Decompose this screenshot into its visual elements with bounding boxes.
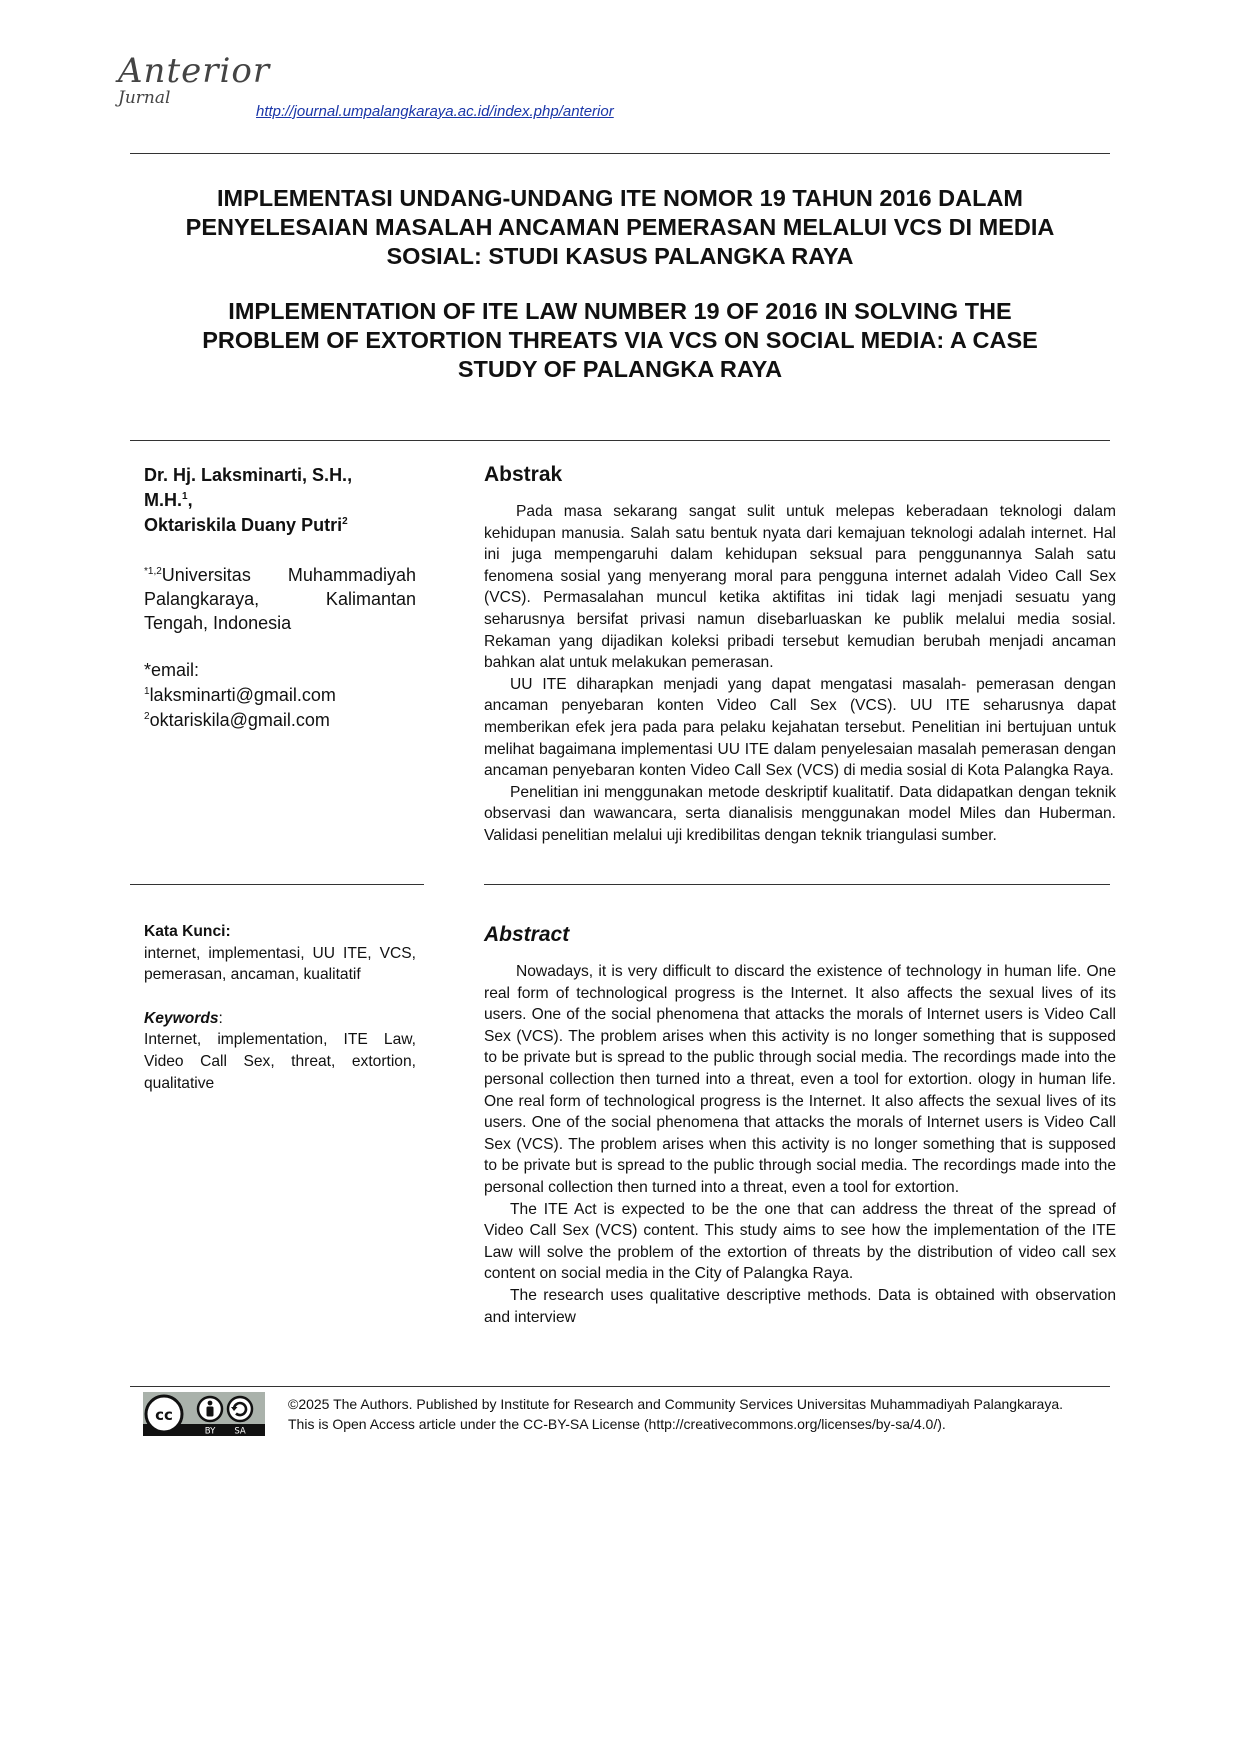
author-1-degree: M.H.$^1$, (144, 490, 193, 510)
abstrak-heading: Abstrak (484, 463, 563, 486)
title-en-line-1: IMPLEMENTATION OF ITE LAW NUMBER 19 OF 2016 IN SOLVING THE (228, 298, 1012, 324)
sa-label: SA (234, 1426, 246, 1436)
abstrak-paragraph-2: UU ITE diharapkan menjadi yang dapat mengatasi masalah- pemerasan dengan ancaman penyebaran konten Video Call Sex (VCS). UU ITE seharusnya dapat memberikan efek jera pada para pelaku kejahatan tersebut. Penelitian ini bertujuan untuk melihat bagaimana implementasi UU ITE dalam penyelesaian masalah pemerasan dengan ancaman penyebaran konten Video Call Sex (VCS) di media sosial di Kota Palangka Raya. (484, 675, 1116, 780)
kata-kunci-label: Kata Kunci: (144, 923, 231, 940)
abstrak-body (484, 501, 1116, 847)
abstrak-paragraph-1: Pada masa sekarang sangat sulit untuk melepas keberadaan teknologi dalam kehidupan manusia. Salah satu bentuk nyata dari kemajuan teknologi adalah internet. Hal ini juga mempengaruhi dalam kehidupan seksual para penggunannya Salah satu fenomena sosial yang menyerang moral para pengguna internet adalah Video Call Sex (VCS). Permasalahan muncul ketika aktifitas ini tidak lagi menjadi sesuatu yang seharusnya bersifat privasi namun disebarluaskan ke publik melalui media sosial. Rekaman yang dijadikan koleksi pribadi tersebut kemudian berubah menjadi ancaman bahkan alat untuk melakukan pemerasan. (484, 503, 1116, 672)
keywords-text: Internet, implementation, ITE Law, Video Call Sex, threat, extortion, qualitative (144, 1031, 416, 1092)
author-1-name: Dr. Hj. Laksminarti, S.H., (144, 465, 353, 485)
email-block (144, 658, 416, 733)
email-2[interactable]: $^2$oktariskila@gmail.com (144, 710, 330, 730)
abstract-paragraph-3: The research uses qualitative descriptive methods. Data is obtained with observation and interview (484, 1286, 1116, 1326)
title-en-line-3: STUDY OF PALANGKA RAYA (457, 356, 783, 382)
kata-kunci-text: internet, implementasi, UU ITE, VCS, pemerasan, ancaman, kualitatif (144, 944, 416, 984)
author-2-name: Oktariskila Duany Putri$^2$ (144, 515, 348, 535)
title-english (130, 297, 1110, 384)
header-divider (130, 153, 1110, 154)
abstract-section (484, 923, 1116, 1328)
journal-logo (118, 52, 270, 108)
email-label: *email: (144, 660, 200, 680)
abstract-paragraph-1: Nowadays, it is very difficult to discard the existence of technology in human life. One real form of technological progress is the Internet. It also affects the sexual lives of its users. One of the social phenomena that attacks the morals of Internet users is Video Call Sex (VCS). The problem arises when this activity is no longer something that is supposed to be private but is spread to the public through social media. The recordings made into the personal collection then turned into a threat, even a tool for extortion. ology in human life. One real form of technological progress is the Internet. It also affects the sexual lives of its users. One of the social phenomena that attacks the morals of Internet users is Video Call Sex (VCS). The problem arises when this activity is no longer something that is supposed to be private but is spread to the public through social media. The recordings made into the personal collection then turned into a threat, even a tool for extortion. (484, 963, 1116, 1196)
logo-title: Anterior (118, 51, 271, 91)
by-label: BY (204, 1426, 216, 1436)
cc-by-sa-badge[interactable] (143, 1392, 265, 1436)
cc-icon (146, 1396, 182, 1432)
keywords-label: Keywords: (144, 1009, 223, 1027)
affiliation: $^{*1,2}$Universitas Muhammadiyah Palangkaraya, Kalimantan Tengah, Indonesia (144, 565, 416, 633)
author-list (144, 463, 416, 538)
abstrak-section (484, 463, 1116, 847)
logo-subtitle: Jurnal (118, 88, 171, 108)
abstract-heading: Abstract (484, 923, 570, 946)
license-line: This is Open Access article under the CC-BY-SA License (http://creativecommons.org/licenses/by-sa/4.0/). (288, 1416, 946, 1432)
title-en-line-2: PROBLEM OF EXTORTION THREATS VIA VCS ON SOCIAL MEDIA: A CASE (202, 327, 1038, 353)
abstract-body (484, 961, 1116, 1328)
title-divider (130, 440, 1110, 441)
abstract-paragraph-2: The ITE Act is expected to be the one that can address the threat of the spread of Video Call Sex (VCS) content. This study aims to see how the implementation of the ITE Law will solve the problem of the extortion of threats by the distribution of video call sex content on social media in the City of Palangka Raya. (484, 1200, 1116, 1283)
title-id-line-1: IMPLEMENTASI UNDANG-UNDANG ITE NOMOR 19 TAHUN 2016 DALAM (217, 185, 1023, 211)
svg-text:cc: cc (155, 1406, 173, 1424)
by-person-icon (198, 1397, 222, 1421)
title-id-line-2: PENYELESAIAN MASALAH ANCAMAN PEMERASAN MELALUI VCS DI MEDIA (185, 214, 1055, 240)
title-indonesian (130, 184, 1110, 271)
copyright-line: ©2025 The Authors. Published by Institute for Research and Community Services Universitas Muhammadiyah Palangkaraya. (288, 1396, 1063, 1412)
keywords-section (144, 921, 416, 1094)
abstrak-paragraph-3: Penelitian ini menggunakan metode deskriptif kualitatif. Data didapatkan dengan teknik observasi dan wawancara, serta dianalisis menggunakan model Miles dan Huberman. Validasi penelitian melalui uji kredibilitas dengan teknik triangulasi sumber. (484, 783, 1116, 844)
right-mid-divider (484, 884, 1110, 885)
email-1[interactable]: $^1$laksminarti@gmail.com (144, 685, 336, 705)
left-mid-divider (130, 884, 424, 885)
footer-divider (130, 1386, 1110, 1387)
sa-share-alike-icon (228, 1397, 252, 1421)
journal-url-link[interactable]: http://journal.umpalangkaraya.ac.id/index.php/anterior (256, 103, 614, 120)
license-notice (288, 1394, 1128, 1434)
title-id-line-3: SOSIAL: STUDI KASUS PALANGKA RAYA (386, 243, 854, 269)
